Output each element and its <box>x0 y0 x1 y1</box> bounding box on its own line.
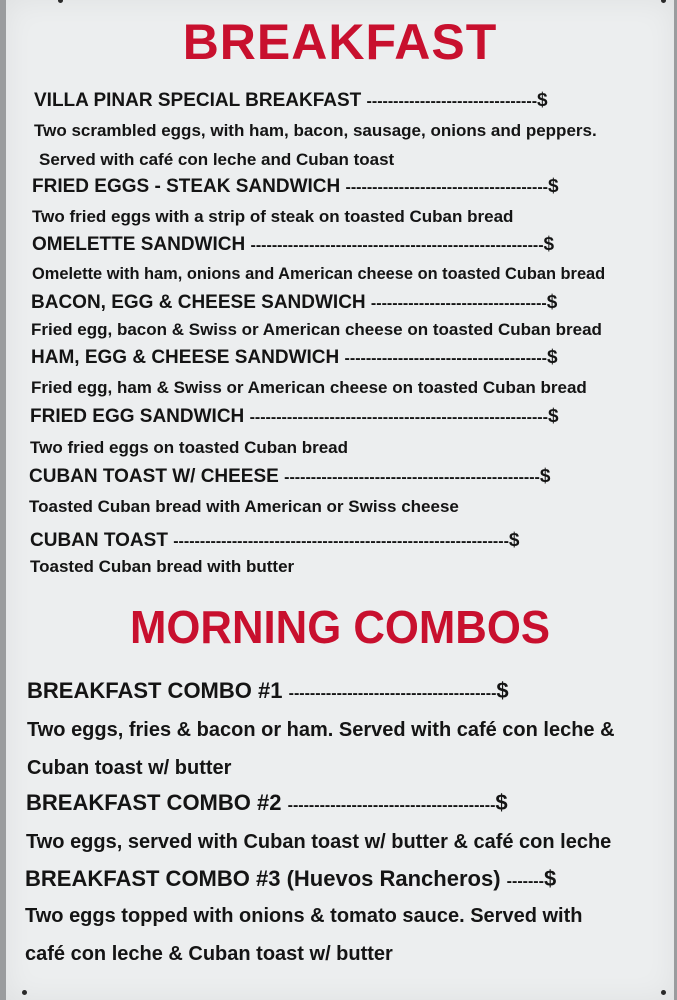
menu-item-name: CUBAN TOAST ---------------------------------------------------------------$ <box>30 530 520 551</box>
combo-name: BREAKFAST COMBO #2 ---------------------------------------$ <box>26 790 508 815</box>
menu-item-description: Two scrambled eggs, with ham, bacon, sausage, onions and peppers. <box>34 121 597 140</box>
menu-item-description: Fried egg, ham & Swiss or American cheese on toasted Cuban bread <box>31 378 587 397</box>
morning-combos-heading: MORNING COMBOS <box>129 601 550 653</box>
menu-item-name: BACON, EGG & CHEESE SANDWICH ---------------------------------$ <box>31 292 558 313</box>
mounting-hole <box>661 990 666 995</box>
menu-item-name: VILLA PINAR SPECIAL BREAKFAST --------------------------------$ <box>34 90 548 111</box>
combo-description: Two eggs, served with Cuban toast w/ butter & café con leche <box>26 831 612 853</box>
combo-name: BREAKFAST COMBO #1 ---------------------------------------$ <box>27 678 509 703</box>
menu-item-name: HAM, EGG & CHEESE SANDWICH --------------------------------------$ <box>31 347 558 368</box>
menu-item-name: FRIED EGG SANDWICH --------------------------------------------------------$ <box>30 406 559 427</box>
mounting-hole <box>22 990 27 995</box>
combo-name: BREAKFAST COMBO #3 (Huevos Rancheros) -------$ <box>25 866 557 891</box>
menu-item-description: Served with café con leche and Cuban toast <box>39 150 395 169</box>
menu-item-name: OMELETTE SANDWICH -------------------------------------------------------$ <box>32 234 555 255</box>
menu-item-description: Toasted Cuban bread with American or Swiss cheese <box>29 497 459 516</box>
mounting-hole <box>58 0 63 3</box>
breakfast-heading: BREAKFAST <box>182 14 498 70</box>
combo-description: Cuban toast w/ butter <box>27 757 232 779</box>
menu-item-description: Two fried eggs with a strip of steak on toasted Cuban bread <box>32 207 514 226</box>
menu-item-description: Fried egg, bacon & Swiss or American cheese on toasted Cuban bread <box>31 320 602 339</box>
combo-description: Two eggs topped with onions & tomato sauce. Served with <box>25 905 583 927</box>
mounting-hole <box>661 0 666 3</box>
combo-description: café con leche & Cuban toast w/ butter <box>25 943 393 965</box>
menu-item-name: CUBAN TOAST W/ CHEESE ------------------------------------------------$ <box>29 466 551 487</box>
menu-board <box>6 0 674 1000</box>
menu-item-description: Omelette with ham, onions and American cheese on toasted Cuban bread <box>32 265 606 283</box>
menu-item-description: Two fried eggs on toasted Cuban bread <box>30 438 348 457</box>
menu-item-description: Toasted Cuban bread with butter <box>30 557 295 576</box>
combo-description: Two eggs, fries & bacon or ham. Served with café con leche & <box>27 719 615 741</box>
menu-item-name: FRIED EGGS - STEAK SANDWICH --------------------------------------$ <box>32 176 559 197</box>
